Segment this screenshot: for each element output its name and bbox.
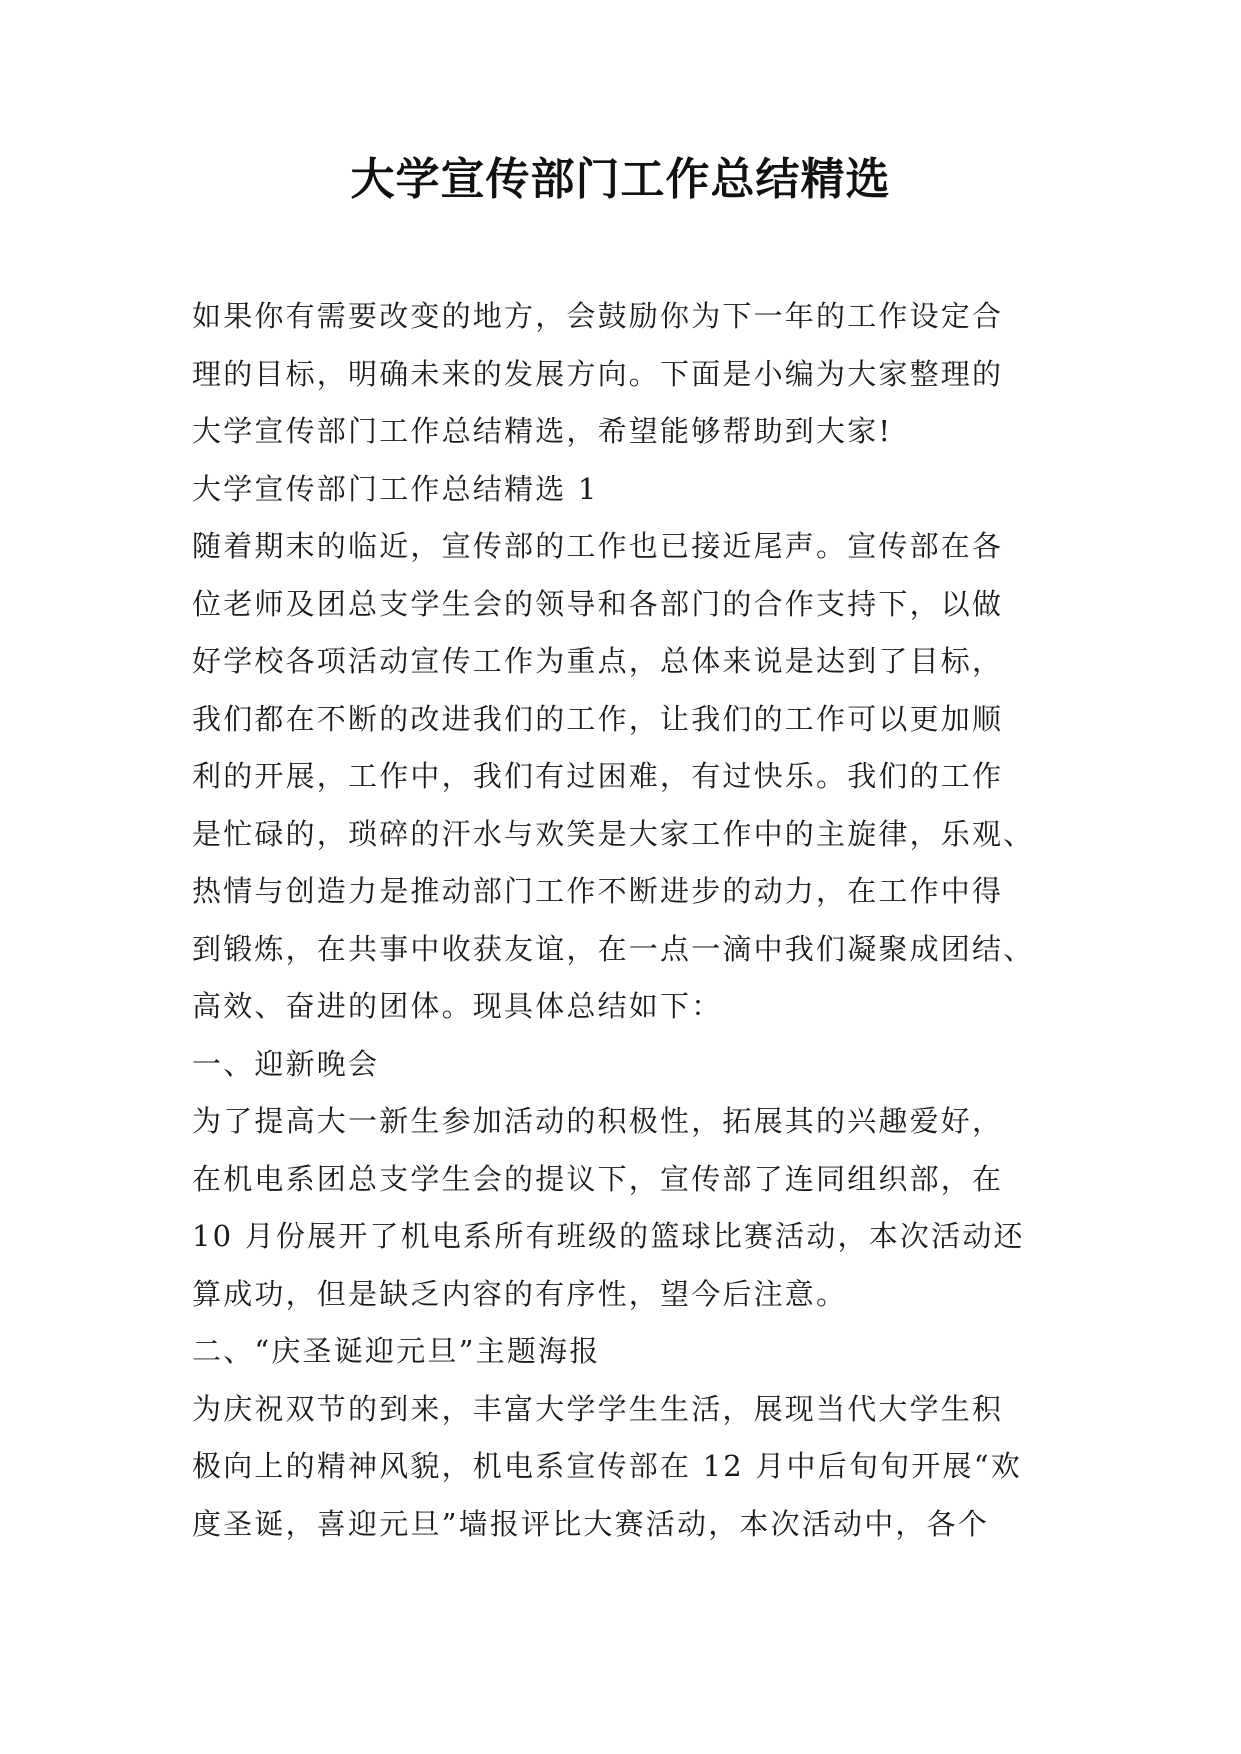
text-line: 到锻炼，在共事中收获友谊，在一点一滴中我们凝聚成团结、 — [192, 931, 1035, 966]
text-line: 为了提高大一新生参加活动的积极性，拓展其的兴趣爱好， — [192, 1104, 1004, 1138]
document-body — [192, 288, 1060, 1553]
section-heading: 一、迎新晚会 — [192, 1046, 380, 1081]
text-line: 如果你有需要改变的地方，会鼓励你为下一年的工作设定合 — [192, 299, 1004, 333]
text-line: 度圣诞，喜迎元旦”墙报评比大赛活动，本次活动中，各个 — [192, 1506, 990, 1541]
text-line: 高效、奋进的团体。现具体总结如下： — [192, 989, 723, 1023]
text-line: 算成功，但是缺乏内容的有序性，望今后注意。 — [192, 1276, 848, 1311]
text-line: 热情与创造力是推动部门工作不断进步的动力，在工作中得 — [192, 874, 1004, 908]
text-line: 利的开展，工作中，我们有过困难，有过快乐。我们的工作 — [192, 759, 1004, 793]
text-line: 我们都在不断的改进我们的工作，让我们的工作可以更加顺 — [192, 701, 1004, 736]
text-line: 好学校各项活动宣传工作为重点，总体来说是达到了目标， — [192, 644, 1004, 678]
text-line: 位老师及团总支学生会的领导和各部门的合作支持下，以做 — [192, 586, 1004, 621]
document-title: 大学宣传部门工作总结精选 — [350, 154, 891, 205]
section-heading: 大学宣传部门工作总结精选 1 — [192, 471, 599, 506]
text-line: 大学宣传部门工作总结精选，希望能够帮助到大家! — [192, 414, 893, 448]
text-line: 10 月份展开了机电系所有班级的篮球比赛活动，本次活动还 — [192, 1219, 1025, 1253]
text-line: 极向上的精神风貌，机电系宣传部在 12 月中后旬旬开展“欢 — [192, 1449, 1022, 1483]
text-line: 为庆祝双节的到来，丰富大学学生生活，展现当代大学生积 — [192, 1391, 1004, 1426]
section-heading: 二、“庆圣诞迎元旦”主题海报 — [192, 1334, 601, 1368]
text-line: 理的目标，明确未来的发展方向。下面是小编为大家整理的 — [192, 356, 1004, 391]
text-line: 是忙碌的，琐碎的汗水与欢笑是大家工作中的主旋律，乐观、 — [192, 816, 1035, 851]
text-line: 随着期末的临近，宣传部的工作也已接近尾声。宣传部在各 — [192, 529, 1004, 563]
text-line: 在机电系团总支学生会的提议下，宣传部了连同组织部，在 — [192, 1161, 1004, 1196]
